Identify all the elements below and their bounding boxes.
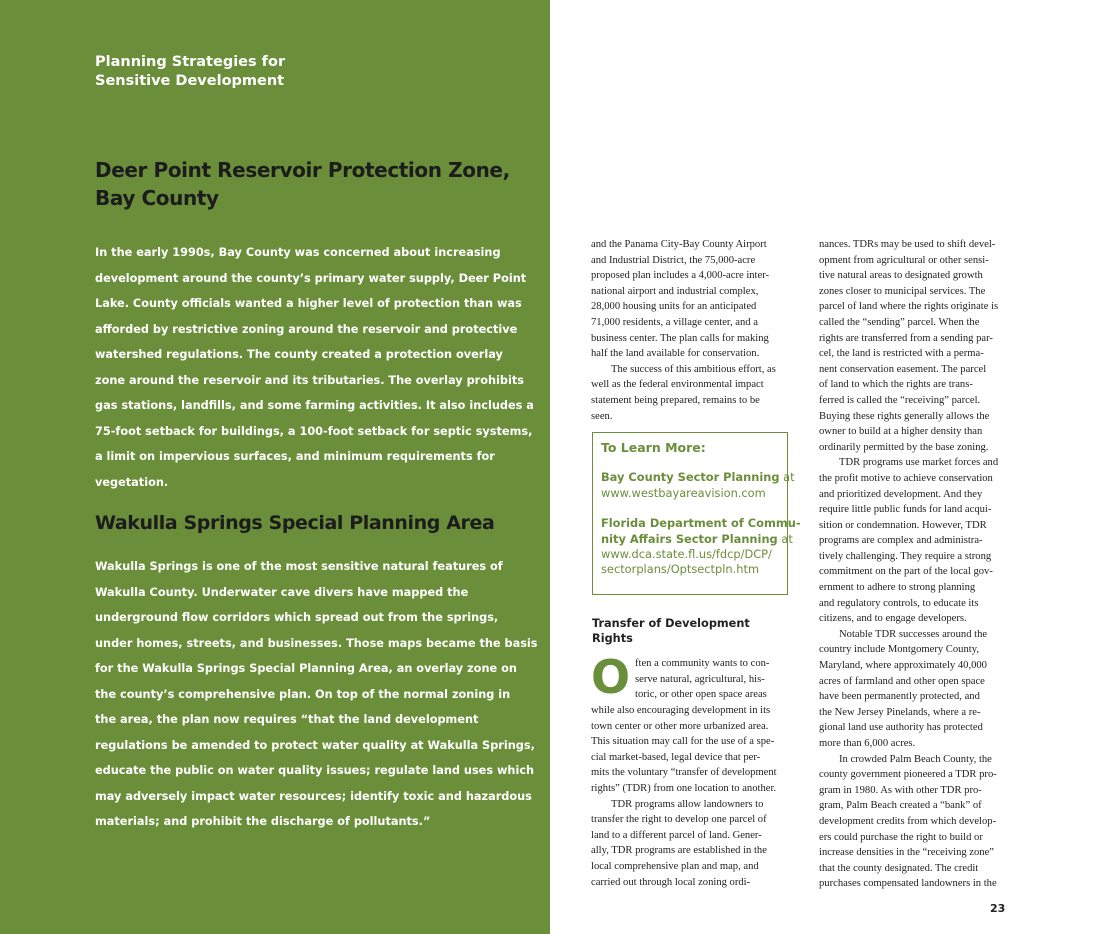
learn-more-entry-bay-county: [601, 470, 795, 501]
at-text: at: [777, 531, 793, 546]
column-line: sition or condemnation. However, TDR: [819, 519, 987, 531]
body-line: under homes, streets, and businesses. Those maps became the basis: [95, 636, 538, 650]
body-line: materials; and prohibit the discharge of pollutants.”: [95, 815, 431, 828]
column-line: commitment on the part of the local gov-: [819, 566, 993, 578]
column-1-top: [591, 237, 789, 424]
column-line: 28,000 housing units for an anticipated: [591, 301, 757, 313]
body-line: the county’s comprehensive plan. On top of the normal zoning in: [95, 687, 511, 701]
column-line: purchases compensated landowners in the: [819, 878, 997, 890]
column-line: The success of this ambitious effort, as: [611, 363, 776, 375]
column-line: ferred is called the “receiving” parcel.: [819, 394, 981, 406]
learn-more-entry-dca: [601, 516, 801, 578]
deer-point-body: [95, 240, 535, 495]
column-line: ernment to adhere to strong planning: [819, 582, 976, 594]
column-line: that the county designated. The credit: [819, 862, 979, 874]
org-name-line-2: nity Affairs Sector Planning: [601, 531, 778, 546]
body-line: the area, the plan now requires “that the land development: [95, 713, 479, 726]
column-line: well as the federal environmental impact: [591, 379, 764, 391]
deer-point-heading: [95, 156, 525, 212]
column-line: development credits from which develop-: [819, 815, 997, 827]
column-line: national airport and industrial complex,: [591, 285, 759, 297]
column-line: Buying these rights generally allows the: [819, 410, 990, 422]
wakulla-heading: Wakulla Springs Special Planning Area: [95, 512, 495, 534]
column-line: In crowded Palm Beach County, the: [839, 753, 992, 765]
body-line: for the Wakulla Springs Special Planning Area, an overlay zone on: [95, 662, 517, 675]
column-line: statement being prepared, remains to be: [591, 394, 760, 406]
column-line: nent conservation easement. The parcel: [819, 363, 987, 375]
column-line: owner to build at a higher density than: [819, 426, 983, 438]
column-line: transfer the right to develop one parcel of: [591, 814, 767, 826]
tdr-heading: [592, 616, 792, 646]
column-line: ally, TDR programs are established in the: [591, 845, 767, 857]
learn-more-box: [592, 432, 801, 595]
wakulla-body: [95, 554, 538, 835]
column-line: the New Jersey Pinelands, where a re-: [819, 706, 981, 718]
drop-cap: O: [591, 650, 631, 704]
column-line: ordinarily permitted by the base zoning.: [819, 441, 989, 453]
column-line: and prioritized development. And they: [819, 488, 983, 500]
body-line: regulations be amended to protect water quality at Wakulla Springs,: [95, 738, 535, 752]
page-number: 23: [990, 902, 1006, 915]
body-line: afforded by restrictive zoning around the reservoir and protective: [95, 322, 518, 336]
column-line: rights” (TDR) from one location to another.: [591, 782, 777, 794]
body-line: development around the county’s primary water supply, Deer Point: [95, 271, 527, 285]
body-line: educate the public on water quality issues; regulate land uses which: [95, 764, 535, 777]
body-line: a limit on impervious surfaces, and minimum requirements for: [95, 450, 495, 463]
body-line: In the early 1990s, Bay County was concerned about increasing: [95, 246, 501, 259]
column-line: Notable TDR successes around the: [839, 628, 988, 640]
column-line: increase densities in the “receiving zone”: [819, 847, 995, 859]
column-line: nances. TDRs may be used to shift devel-: [819, 239, 996, 250]
column-line: tive natural areas to designated growth: [819, 270, 983, 282]
drop-cap-lines: [635, 656, 790, 703]
body-line: vegetation.: [95, 475, 169, 489]
column-line: seen.: [591, 410, 613, 422]
body-line: Wakulla County. Underwater cave divers have mapped the: [95, 585, 469, 599]
column-line: serve natural, agricultural, his-: [635, 673, 765, 685]
running-head-line-1: Planning Strategies for: [95, 54, 286, 70]
column-line: while also encouraging development in its: [591, 705, 771, 716]
org-name-line-1: Florida Department of Commu-: [601, 516, 801, 531]
column-line: TDR programs allow landowners to: [611, 798, 764, 810]
body-line: gas stations, landfills, and some farming activities. It also includes a: [95, 399, 534, 412]
column-line: and Industrial District, the 75,000-acre: [591, 254, 756, 266]
column-line: parcel of land where the rights originate is: [819, 301, 999, 313]
column-line: land to a different parcel of land. Gener-: [591, 829, 762, 841]
body-line: 75-foot setback for buildings, a 100-foot setback for septic systems,: [95, 424, 533, 438]
body-line: Wakulla Springs is one of the most sensitive natural features of: [95, 560, 503, 573]
column-line: acres of farmland and other open space: [819, 675, 985, 687]
column-line: and the Panama City-Bay County Airport: [591, 239, 767, 250]
running-head-line-2: Sensitive Development: [95, 73, 285, 89]
column-1-bottom: [591, 703, 789, 890]
column-line: gram, Palm Beach created a “bank” of: [819, 800, 982, 812]
deer-point-heading-line-1: Deer Point Reservoir Protection Zone,: [95, 158, 510, 182]
running-head: [95, 53, 395, 91]
column-line: toric, or other open space areas: [635, 689, 767, 701]
tdr-heading-line-2: Rights: [592, 632, 633, 645]
column-line: county government pioneered a TDR pro-: [819, 769, 997, 781]
column-line: the profit motive to achieve conservation: [819, 472, 993, 484]
column-line: cial market-based, legal device that per-: [591, 751, 761, 763]
column-line: zones closer to municipal services. The: [819, 285, 986, 297]
column-line: opment from agricultural or other sensi-: [819, 254, 989, 266]
column-line: proposed plan includes a 4,000-acre inter-: [591, 270, 770, 282]
column-line: This situation may call for the use of a spe-: [591, 736, 775, 748]
column-line: carried out through local zoning ordi-: [591, 876, 751, 888]
column-line: cel, the land is restricted with a perma-: [819, 348, 984, 360]
column-line: Maryland, where approximately 40,000: [819, 660, 987, 672]
column-line: ers could purchase the right to build or: [819, 831, 983, 843]
tdr-heading-line-1: Transfer of Development: [592, 617, 750, 630]
column-line: town center or other more urbanized area.: [591, 720, 769, 732]
column-line: tively challenging. They require a strong: [819, 550, 992, 562]
body-line: Lake. County officials wanted a higher level of protection than was: [95, 297, 522, 310]
column-line: mits the voluntary “transfer of development: [591, 767, 777, 779]
column-line: half the land available for conservation.: [591, 348, 760, 360]
learn-more-link[interactable]: sectorplans/Optsectpln.htm: [601, 562, 760, 577]
column-line: gional land use authority has protected: [819, 722, 983, 734]
column-line: TDR programs use market forces and: [839, 457, 999, 469]
org-name: Bay County Sector Planning: [601, 470, 780, 485]
learn-more-title: To Learn More:: [601, 440, 706, 455]
column-line: programs are complex and administra-: [819, 535, 983, 547]
column-line: business center. The plan calls for making: [591, 332, 769, 344]
column-line: gram in 1980. As with other TDR pro-: [819, 784, 982, 796]
column-line: ften a community wants to con-: [635, 658, 770, 669]
column-line: require little public funds for land acqui-: [819, 504, 992, 516]
at-text: at: [779, 470, 795, 485]
column-line: local comprehensive plan and map, and: [591, 860, 759, 872]
column-line: of land to which the rights are trans-: [819, 379, 973, 391]
column-line: citizens, and to engage developers.: [819, 613, 967, 625]
body-line: underground flow corridors which spread out from the springs,: [95, 611, 499, 624]
body-line: watershed regulations. The county created a protection overlay: [95, 348, 503, 361]
column-2: [819, 237, 1017, 892]
deer-point-heading-line-2: Bay County: [95, 186, 219, 210]
body-line: may adversely impact water resources; identify toxic and hazardous: [95, 789, 532, 803]
column-line: rights are transferred from a sending par-: [819, 332, 993, 344]
body-line: zone around the reservoir and its tributaries. The overlay prohibits: [95, 373, 524, 387]
column-line: 71,000 residents, a village center, and a: [591, 316, 758, 328]
column-line: and regulatory controls, to educate its: [819, 597, 979, 609]
column-line: more than 6,000 acres.: [819, 738, 916, 749]
column-line: have been permanently protected, and: [819, 691, 980, 703]
learn-more-link[interactable]: www.dca.state.fl.us/fdcp/DCP/: [601, 547, 772, 562]
column-line: country include Montgomery County,: [819, 644, 979, 656]
column-line: called the “sending” parcel. When the: [819, 316, 980, 328]
learn-more-link[interactable]: www.westbayareavision.com: [601, 485, 766, 500]
